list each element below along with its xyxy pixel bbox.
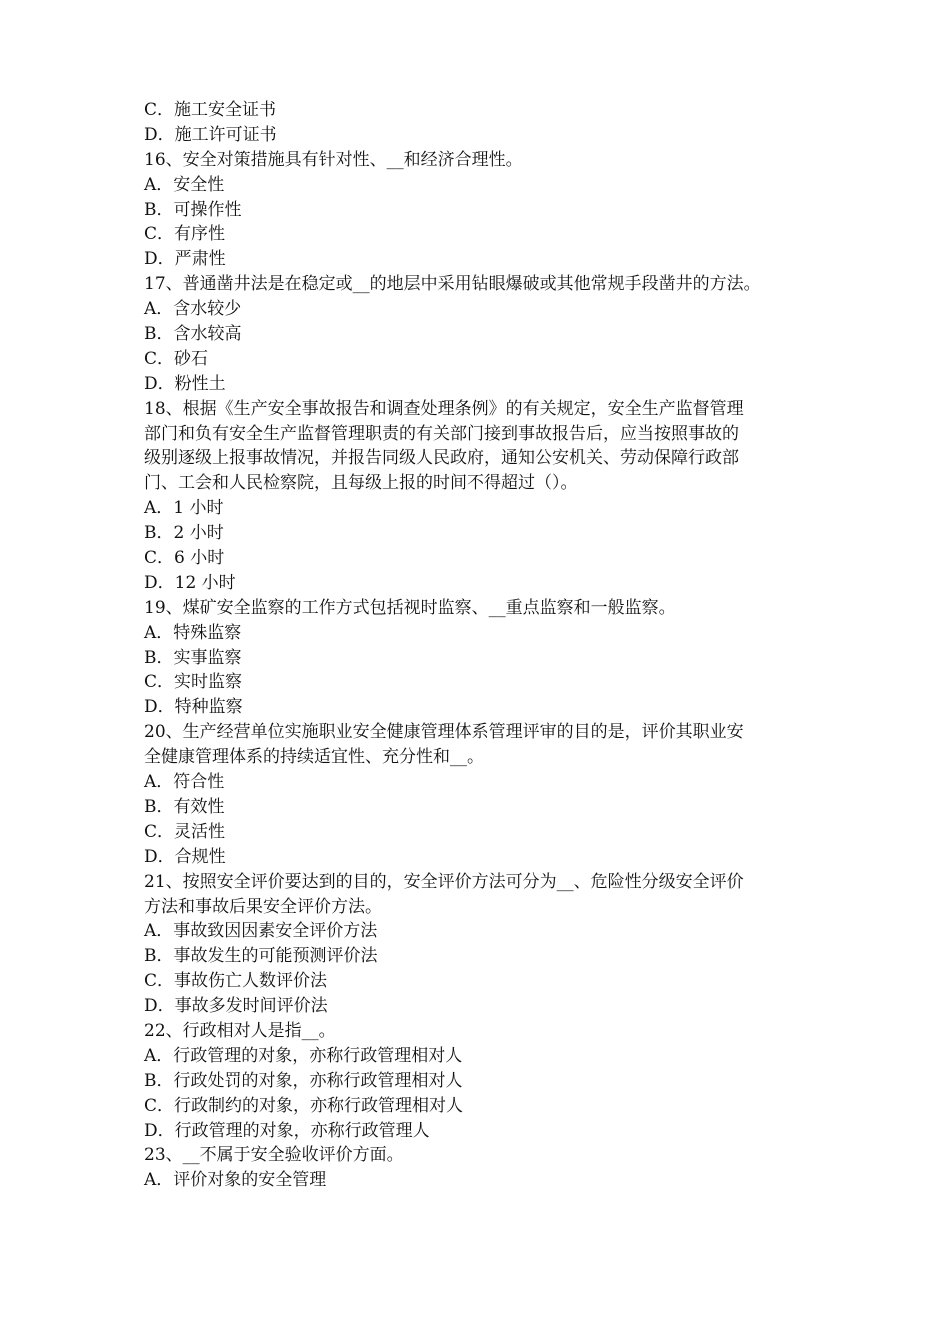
text-line: A．评价对象的安全管理 [144, 1170, 327, 1191]
text-line: C．施工安全证书 [144, 100, 277, 120]
text-line: 级别逐级上报事故情况，并报告同级人民政府，通知公安机关、劳动保障行政部 [144, 448, 739, 469]
text-line: 门、工会和人民检察院，且每级上报的时间不得超过（）。 [144, 473, 578, 494]
text-line: B．实事监察 [144, 647, 242, 668]
text-line: 23、__不属于安全验收评价方面。 [144, 1145, 404, 1166]
text-line: 16、安全对策措施具有针对性、__和经济合理性。 [144, 149, 523, 170]
text-line: A．含水较少 [144, 299, 242, 320]
text-line: A．符合性 [144, 772, 225, 793]
text-line: C．实时监察 [144, 672, 243, 693]
text-line: A．1 小时 [144, 498, 224, 519]
text-line: B．行政处罚的对象，亦称行政管理相对人 [144, 1070, 463, 1091]
text-line: B．含水较高 [144, 324, 242, 345]
text-line: D．特种监察 [144, 697, 243, 718]
text-line: B．可操作性 [144, 199, 242, 220]
text-line: 全健康管理体系的持续适宜性、充分性和__。 [144, 747, 484, 768]
text-line: D．行政管理的对象，亦称行政管理人 [144, 1120, 430, 1141]
document-body [144, 98, 824, 1193]
text-line: 22、行政相对人是指__。 [144, 1020, 336, 1041]
text-line: C．砂石 [144, 348, 209, 369]
text-line: B．有效性 [144, 796, 225, 817]
text-line: D．施工许可证书 [144, 124, 277, 145]
text-line: D．12 小时 [144, 572, 236, 593]
text-line: C．行政制约的对象，亦称行政管理相对人 [144, 1095, 464, 1116]
text-line: D．合规性 [144, 846, 226, 867]
text-line: A．事故致因因素安全评价方法 [144, 921, 378, 942]
text-line: C．灵活性 [144, 821, 226, 842]
text-line: A．特殊监察 [144, 622, 242, 643]
text-line: 20、生产经营单位实施职业安全健康管理体系管理评审的目的是，评价其职业安 [144, 722, 744, 743]
text-line: 18、根据《生产安全事故报告和调查处理条例》的有关规定，安全生产监督管理 [144, 398, 744, 419]
text-line: 部门和负有安全生产监督管理职责的有关部门接到事故报告后，应当按照事故的 [144, 423, 739, 444]
text-line: A．安全性 [144, 174, 225, 195]
text-line: C．有序性 [144, 224, 226, 245]
text-line: A．行政管理的对象，亦称行政管理相对人 [144, 1045, 463, 1066]
text-line: B．2 小时 [144, 523, 224, 544]
text-line: 19、煤矿安全监察的工作方式包括视时监察、__重点监察和一般监察。 [144, 597, 676, 618]
text-line: 17、普通凿井法是在稳定或__的地层中采用钻眼爆破或其他常规手段凿井的方法。 [144, 274, 761, 295]
text-line: D．事故多发时间评价法 [144, 996, 328, 1017]
text-line: C．事故伤亡人数评价法 [144, 971, 328, 992]
text-line: C．6 小时 [144, 548, 225, 569]
text-line: 21、按照安全评价要达到的目的，安全评价方法可分为__、危险性分级安全评价 [144, 871, 744, 892]
text-line: D．严肃性 [144, 249, 226, 270]
text-line: B．事故发生的可能预测评价法 [144, 946, 378, 967]
text-line: D．粉性土 [144, 373, 226, 394]
text-line: 方法和事故后果安全评价方法。 [144, 896, 382, 917]
